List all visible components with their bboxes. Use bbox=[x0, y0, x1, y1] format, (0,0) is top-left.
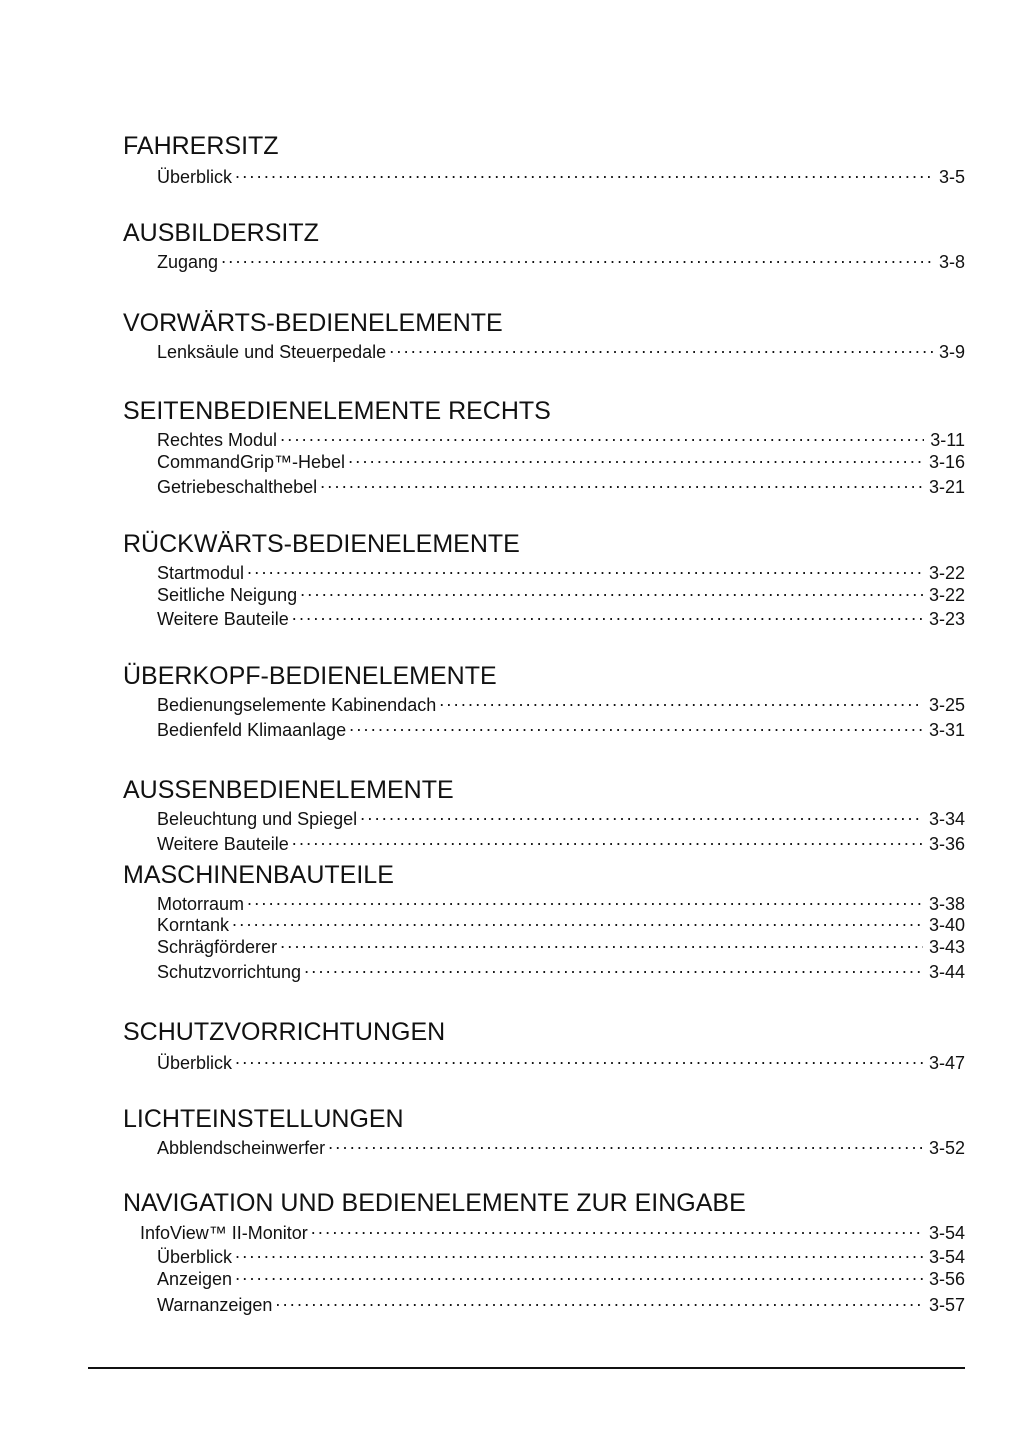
toc-entry[interactable] bbox=[157, 471, 965, 498]
toc-entry-page: 3-44 bbox=[928, 962, 965, 982]
toc-entry-page: 3-47 bbox=[928, 1053, 965, 1073]
toc-entry-page: 3-21 bbox=[928, 477, 965, 497]
toc-entry[interactable] bbox=[157, 1289, 965, 1316]
toc-entry-label: CommandGrip™-Hebel bbox=[157, 452, 346, 472]
toc-entry-label: Überblick bbox=[157, 167, 233, 187]
dot-leader bbox=[292, 828, 923, 850]
toc-entry-label: Seitliche Neigung bbox=[157, 585, 298, 605]
toc-entry[interactable] bbox=[157, 336, 965, 363]
section-heading-fahrersitz: FAHRERSITZ bbox=[123, 132, 279, 160]
section-heading-rueckwaerts-bedienelemente: RÜCKWÄRTS-BEDIENELEMENTE bbox=[123, 530, 520, 558]
dot-leader bbox=[247, 888, 923, 910]
dot-leader bbox=[235, 1263, 923, 1285]
toc-entry-label: Getriebeschalthebel bbox=[157, 477, 318, 497]
toc-entry-page: 3-56 bbox=[928, 1269, 965, 1289]
toc-entry[interactable] bbox=[157, 714, 965, 741]
section-heading-vorwaerts-bedienelemente: VORWÄRTS-BEDIENELEMENTE bbox=[123, 309, 503, 337]
toc-entry-label: Motorraum bbox=[157, 894, 245, 914]
dot-leader bbox=[235, 1047, 923, 1069]
toc-entry[interactable] bbox=[157, 446, 965, 473]
toc-entry[interactable] bbox=[157, 579, 965, 606]
dot-leader bbox=[280, 931, 923, 953]
toc-entry[interactable] bbox=[157, 603, 965, 630]
toc-entry-label: Rechtes Modul bbox=[157, 430, 278, 450]
toc-entry[interactable] bbox=[157, 956, 965, 983]
section-heading-ueberkopf-bedienelemente: ÜBERKOPF-BEDIENELEMENTE bbox=[123, 662, 497, 690]
toc-entry-page: 3-38 bbox=[928, 894, 965, 914]
toc-entry[interactable] bbox=[157, 828, 965, 855]
toc-entry-page: 3-54 bbox=[928, 1223, 965, 1243]
dot-leader bbox=[235, 1241, 923, 1263]
toc-entry-label: Warnanzeigen bbox=[157, 1295, 273, 1315]
toc-entry[interactable] bbox=[140, 1217, 965, 1244]
toc-entry[interactable] bbox=[157, 246, 965, 273]
toc-entry-page: 3-54 bbox=[928, 1247, 965, 1267]
dot-leader bbox=[300, 579, 923, 601]
toc-entry-page: 3-23 bbox=[928, 609, 965, 629]
dot-leader bbox=[280, 424, 924, 446]
toc-entry[interactable] bbox=[157, 803, 965, 830]
toc-entry-label: Weitere Bauteile bbox=[157, 609, 289, 629]
dot-leader bbox=[232, 909, 923, 931]
toc-entry-page: 3-9 bbox=[938, 342, 965, 362]
toc-entry-page: 3-52 bbox=[928, 1138, 965, 1158]
dot-leader bbox=[311, 1217, 923, 1239]
footer-rule bbox=[88, 1367, 965, 1369]
dot-leader bbox=[439, 689, 923, 711]
section-heading-seitenbedienelemente-rechts: SEITENBEDIENELEMENTE RECHTS bbox=[123, 397, 551, 425]
toc-entry[interactable] bbox=[157, 931, 965, 958]
dot-leader bbox=[275, 1289, 923, 1311]
toc-entry-page: 3-8 bbox=[938, 252, 965, 272]
dot-leader bbox=[389, 336, 933, 358]
toc-entry-page: 3-16 bbox=[928, 452, 965, 472]
toc-entry-label: Anzeigen bbox=[157, 1269, 233, 1289]
dot-leader bbox=[292, 603, 923, 625]
dot-leader bbox=[348, 446, 923, 468]
section-heading-ausbildersitz: AUSBILDERSITZ bbox=[123, 219, 319, 247]
dot-leader bbox=[320, 471, 923, 493]
dot-leader bbox=[328, 1132, 923, 1154]
section-heading-maschinenbauteile: MASCHINENBAUTEILE bbox=[123, 861, 394, 889]
toc-entry-page: 3-5 bbox=[938, 167, 965, 187]
section-heading-navigation-und-bedienelemente: NAVIGATION UND BEDIENELEMENTE ZUR EINGABE bbox=[123, 1189, 746, 1217]
toc-entry-label: Zugang bbox=[157, 252, 219, 272]
toc-entry-page: 3-34 bbox=[928, 809, 965, 829]
dot-leader bbox=[304, 956, 923, 978]
toc-entry-page: 3-57 bbox=[928, 1295, 965, 1315]
section-heading-lichteinstellungen: LICHTEINSTELLUNGEN bbox=[123, 1105, 404, 1133]
toc-entry-label: Lenksäule und Steuerpedale bbox=[157, 342, 387, 362]
section-heading-schutzvorrichtungen: SCHUTZVORRICHTUNGEN bbox=[123, 1018, 446, 1046]
toc-entry-label: Schrägförderer bbox=[157, 937, 278, 957]
toc-entry-label: Startmodul bbox=[157, 563, 245, 583]
dot-leader bbox=[235, 161, 933, 183]
toc-entry[interactable] bbox=[157, 161, 965, 188]
dot-leader bbox=[247, 557, 923, 579]
toc-entry-page: 3-25 bbox=[928, 695, 965, 715]
toc-entry-page: 3-11 bbox=[930, 430, 965, 450]
toc-entry-page: 3-40 bbox=[928, 915, 965, 935]
toc-entry[interactable] bbox=[157, 1047, 965, 1074]
toc-entry-page: 3-31 bbox=[928, 720, 965, 740]
toc-entry-label: Korntank bbox=[157, 915, 230, 935]
toc-entry[interactable] bbox=[157, 1132, 965, 1159]
dot-leader bbox=[221, 246, 933, 268]
section-heading-aussenbedienelemente: AUSSENBEDIENELEMENTE bbox=[123, 776, 454, 804]
dot-leader bbox=[360, 803, 923, 825]
toc-entry-page: 3-43 bbox=[928, 937, 965, 957]
toc-entry-label: InfoView™ II-Monitor bbox=[140, 1223, 308, 1243]
toc-entry[interactable] bbox=[157, 689, 965, 716]
toc-entry-label: Weitere Bauteile bbox=[157, 834, 289, 854]
toc-entry-label: Überblick bbox=[157, 1053, 233, 1073]
toc-entry-page: 3-36 bbox=[928, 834, 965, 854]
toc-entry-label: Schutzvorrichtung bbox=[157, 962, 302, 982]
toc-entry-label: Bedienfeld Klimaanlage bbox=[157, 720, 347, 740]
toc-entry-label: Abblendscheinwerfer bbox=[157, 1138, 326, 1158]
toc-entry-label: Überblick bbox=[157, 1247, 233, 1267]
toc-entry-page: 3-22 bbox=[928, 585, 965, 605]
toc-entry-label: Bedienungselemente Kabinendach bbox=[157, 695, 437, 715]
dot-leader bbox=[349, 714, 923, 736]
toc-entry-label: Beleuchtung und Spiegel bbox=[157, 809, 358, 829]
toc-entry[interactable] bbox=[157, 1263, 965, 1290]
toc-entry-page: 3-22 bbox=[928, 563, 965, 583]
